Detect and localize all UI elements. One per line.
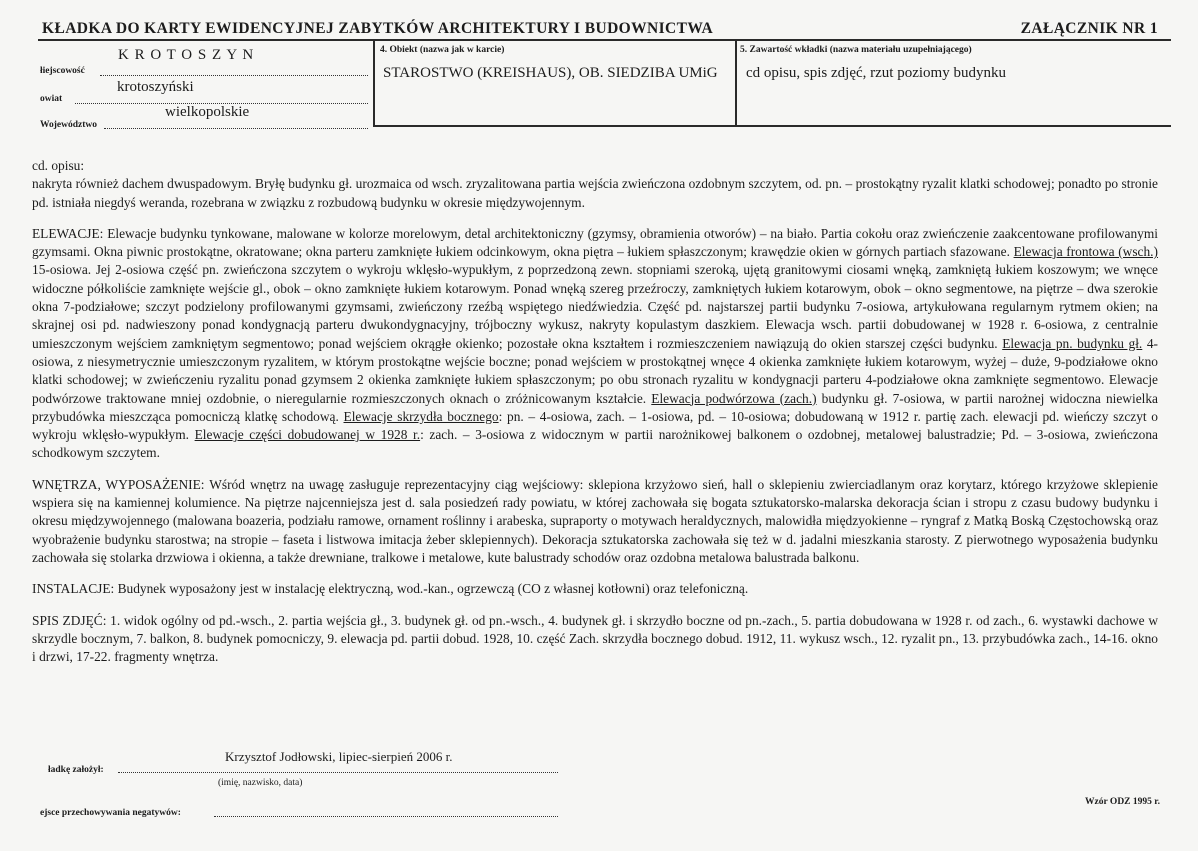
author-hint: (imię, nazwisko, data) (218, 778, 303, 788)
divider-right (735, 40, 737, 126)
header-bottom-rule (373, 125, 1171, 127)
county-label: owiat (40, 94, 63, 104)
elevation-side-wing-heading: Elewacje skrzydła bocznego (343, 408, 499, 424)
elevations-text-5: : pn. – 4-osiowa, zach. – 1-osiowa, pd. – 10-osiowa; dobudowaną w 1912 r. partię zach. elewacji pd. wieńczy szczyt o wykroju wklęsło-wypukłym. (32, 408, 1158, 443)
voivodeship-value: wielkopolskie (165, 104, 250, 120)
annex-label: ZAŁĄCZNIK NR 1 (1020, 20, 1158, 37)
interiors-paragraph: WNĘTRZA, WYPOSAŻENIE: Wśród wnętrz na uwagę zasługuje reprezentacyjny ciąg wejściowy: sklepiona krzyżowo sień, hall o sklepieniu zwierciadlanym oraz korytarz, którego krzyżowe sklepienie wspiera się na kamiennej kolumience. Na piętrze najcenniejsza jest d. sala posiedzeń rady powiatu, w której zachowała się bogata sztukatorsko-malarska dekoracja ścian i stropu z czasu budowy budynku i okresu międzywojennego (malowana boazeria, podziału ramowe, ornament roślinny i arabeska, supraporty o motywach heraldycznych, malowidła międzyokienne – ryngraf z Matką Boską Częstochowską oraz wyobrażenie budynku starostwa; na stropie – faseta i listwowa imitacja żeber sklepiennych). Dekoracja sztukatorska zachowała się też w d. jadalni mieszkania starosty. Z pierwotnego wyposażenia budynku zachowała się stolarka drzwiowa i okienna, a także drewniane, tralkowe i metalowe, kute balustrady schodów oraz ozdobna metalowa balustrada balkonu. (32, 476, 1158, 565)
intro-label: cd. opisu: (32, 158, 85, 173)
elevations-paragraph (32, 225, 1158, 463)
voivodeship-label: Województwo (40, 120, 97, 130)
elevations-text-3: 4-osiowa, z niesymetrycznie umieszczonym ryzalitem, w którym prostokątne wejście boczne; ponad wejściem w prostokątnej wnęce 4 okienka zamknięte łukiem kotarowym, wyżej – duże, 9-podziałowe okno klatki schodowej; w zwieńczeniu ryzalitu ponad gzymsem 2 okienka zamknięte łukiem spłaszczonym; po obu stronach ryzalitu w kondygnacji parteru 4-podziałowe okna zamknięte segmentowo. Elewacje podwórzowe traktowane mniej ozdobnie, o nieregularnie rozmieszczonych oknach o zróżnicowanym kształcie. (32, 335, 1158, 406)
elevation-yard-heading: Elewacja podwórzowa (zach.) (651, 390, 817, 406)
contents-value: cd opisu, spis zdjęć, rzut poziomy budynku (746, 65, 1006, 81)
author-dots (118, 772, 558, 773)
storage-dots (214, 816, 558, 817)
photos-paragraph: SPIS ZDJĘĆ: 1. widok ogólny od pd.-wsch., 2. partia wejścia gł., 3. budynek gł. od pn.-wsch., 4. budynek gł. i skrzydło boczne od pn.-zach., 5. partia dobudowana w 1928 r. od zach., 6. wystawki dachowe w skrzydle bocznym, 7. balkon, 8. budynek pomocniczy, 9. elewacja pd. partii dobud. 1928, 10. część Zach. skrzydła bocznego dobud. 1912, 11. wykusz wsch., 12. ryzalit pn., 13. przybudówka zach., 14-16. okno i drzwi, 17-22. fragmenty wnętrza. (32, 612, 1158, 665)
locality-label: łiejscowość (40, 66, 85, 76)
elevations-text-4: budynku gł. 7-osiowa, w partii narożnej widoczna niewielka przybudówka mieszcząca pomocniczą klatkę schodową. (32, 390, 1159, 424)
object-value: STAROSTWO (KREISHAUS), OB. SIEDZIBA UMiG (383, 65, 718, 81)
locality-dots (100, 75, 368, 76)
intro-paragraph (32, 157, 1158, 212)
locality-value: K R O T O S Z Y N (118, 47, 255, 63)
elevations-text-6: : zach. – 3-osiowa z widocznym w partii narożnikowej balkonem o ozdobnej, metalowej balustradzie; Pd. – 3-osiowa, zwieńczona schodkowym szczytem. (32, 427, 1158, 461)
author-value: Krzysztof Jodłowski, lipiec-sierpień 2006 r. (225, 749, 453, 764)
storage-label: ejsce przechowywania negatywów: (40, 808, 181, 818)
county-value: krotoszyński (117, 79, 194, 95)
intro-text: nakryta również dachem dwuspadowym. Bryłę budynku gł. urozmaica od wsch. zryzalitowana partia wejścia zwieńczona ozdobnym szczytem, od. pn. – prostokątny ryzalit klatki schodowej; ponadto po stronie pd. istniała niegdyś weranda, rozebrana w związku z rozbudową budynku w okresie międzywojennym. (32, 176, 1158, 210)
installations-paragraph: INSTALACJE: Budynek wyposażony jest w instalację elektryczną, wod.-kan., ogrzewczą (CO z własnej kotłowni) oraz telefoniczną. (32, 581, 749, 597)
description-body (32, 157, 1158, 679)
elevation-extension-heading: Elewacje części dobudowanej w 1928 r. (194, 427, 421, 443)
elevations-text-1: ELEWACJE: Elewacje budynku tynkowane, malowane w kolorze morelowym, detal architektoniczny (gzymsy, obramienia otworów) – na biało. Partia cokołu oraz zwieńczenie zaakcentowane profilowanymi gzymsami. Okna piwnic prostokątne, okratowane; okna parteru zamknięte łukiem odcinkowym, okna piętra – łukiem spłaszczonym; krawędzie okien w górnych partiach sfazowane. (32, 225, 1158, 260)
document-title: KŁADKA DO KARTY EWIDENCYJNEJ ZABYTKÓW ARCHITEKTURY I BUDOWNICTWA (42, 20, 714, 37)
contents-label: 5. Zawartość wkładki (nazwa materiału uzupełniającego) (740, 45, 972, 55)
elevations-text-2: 15-osiowa. Jej 2-osiowa część pn. zwieńczona szczytem o wykroju wklęsło-wypukłym, z poprzedzoną zewn. stopniami szeroką, ujętą granitowymi ciosami wnęką, zamkniętą łukiem koszowym; we wnęce widoczne półkoliście zamknięte wejście gl., obok – okno zamknięte łukiem kotarowym. Ponad wnęką szereg przeźroczy, zamkniętych łukiem kotarowym, obok – okno segmentowe, na piętrze – dwa szerokie okna 7-podziałowe; szczyt podzielony profilowanymi gzymsami, zwieńczony rzeźbą wspiętego niedźwiedzia. Część pd. najstarszej partii budynku 7-osiowa, artykułowana regularnym rytmem okien; na skrajnej osi pd. nadwieszony ponad kondygnacją parteru dwukondygnacyjny, trójboczny wykusz, nakryty kopulastym daszkiem. Elewacja wsch. partii dobudowanej w 1928 r. 6-osiowa, z centralnie umieszczonym wejściem zamkniętym segmentowo; ponad wejściem okrągłe okienko; pozostałe okna kształtem i rozmieszczeniem nawiązują do okien starszej części budynku. (32, 262, 1158, 351)
elevation-north-heading: Elewacja pn. budynku gł. (1002, 335, 1143, 351)
template-label: Wzór ODZ 1995 r. (1085, 797, 1160, 807)
header-top-rule (38, 39, 1171, 41)
divider-left (373, 40, 375, 126)
elevation-front-heading: Elewacja frontowa (wsch.) (1013, 244, 1158, 260)
object-label: 4. Obiekt (nazwa jak w karcie) (380, 45, 505, 55)
author-label: ładkę założył: (48, 765, 104, 775)
voivodeship-dots (104, 128, 368, 129)
